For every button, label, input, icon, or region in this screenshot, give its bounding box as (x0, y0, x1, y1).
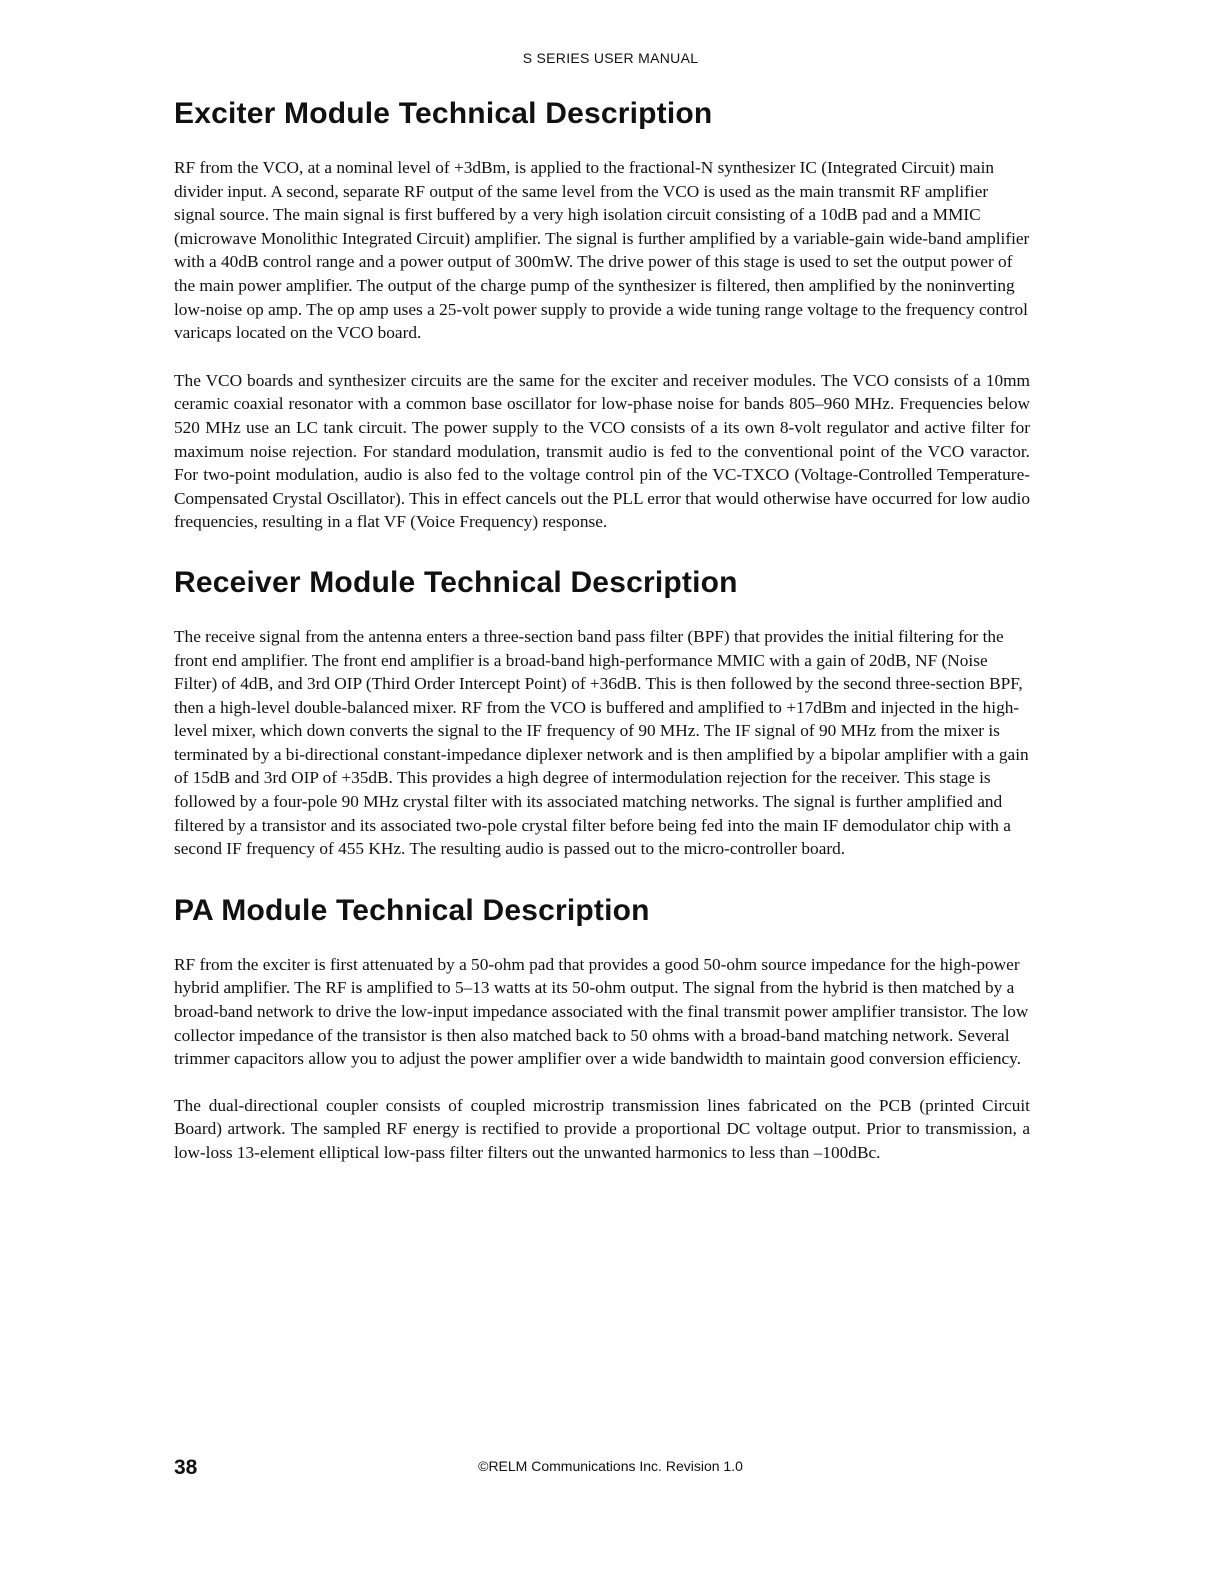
section-heading-receiver: Receiver Module Technical Description (174, 565, 738, 599)
page-content (174, 96, 1030, 1165)
running-header: S SERIES USER MANUAL (522, 50, 699, 66)
pa-paragraph-2: The dual-directional coupler consists of coupled microstrip transmission lines fabricated on the PCB (printed Circuit Board) artwork. The sampled RF energy is rectified to provide a proportional DC voltage output. Prior to transmission, a low-loss 13-element elliptical low-pass filter filters out the unwanted harmonics to less than –100dBc. (174, 1095, 1030, 1162)
exciter-paragraph-1: RF from the VCO, at a nominal level of +3dBm, is applied to the fractional-N synthesizer IC (Integrated Circuit) main divider input. A second, separate RF output of the same level from the VCO is used as the main transmit RF amplifier signal source. The main signal is first buffered by a very high isolation circuit consisting of a 10dB pad and a MMIC (microwave Monolithic Integrated Circuit) amplifier. The signal is further amplified by a variable-gain wide-band amplifier with a 40dB control range and a power output of 300mW. The drive power of this stage is used to set the output power of the main power amplifier. The output of the charge pump of the synthesizer is filtered, then amplified by the noninverting low-noise op amp. The op amp uses a 25-volt power supply to provide a wide tuning range voltage to the frequency control varicaps located on the VCO board. (174, 158, 1030, 343)
pa-paragraph-1: RF from the exciter is first attenuated by a 50-ohm pad that provides a good 50-ohm source impedance for the high-power hybrid amplifier. The RF is amplified to 5–13 watts at its 50-ohm output. The signal from the hybrid is then matched by a broad-band network to drive the low-input impedance associated with the final transmit power amplifier transistor. The low collector impedance of the transistor is then also matched back to 50 ohms with a broad-band matching network. Several trimmer capacitors allow you to adjust the power amplifier over a wide bandwidth to maintain good conversion efficiency. (174, 954, 1029, 1069)
page-number: 38 (174, 1456, 198, 1479)
section-heading-pa: PA Module Technical Description (174, 893, 650, 927)
exciter-paragraph-2: The VCO boards and synthesizer circuits are the same for the exciter and receiver modules. The VCO consists of a 10mm ceramic coaxial resonator with a common base oscillator for low-phase noise for bands 805–960 MHz. Frequencies below 520 MHz use an LC tank circuit. The power supply to the VCO consists of a its own 8-volt regulator and active filter for maximum noise rejection. For standard modulation, transmit audio is fed to the conventional point of the VCO varactor. For two-point modulation, audio is also fed to the voltage control pin of the VC-TXCO (Voltage-Controlled Temperature-Compensated Crystal Oscillator). This in effect cancels out the PLL error that would otherwise have occurred for low audio frequencies, resulting in a flat VF (Voice Frequency) response. (174, 370, 1030, 532)
section-heading-exciter: Exciter Module Technical Description (174, 97, 713, 130)
footer-copyright: ©RELM Communications Inc. Revision 1.0 (478, 1458, 743, 1474)
receiver-paragraph-1: The receive signal from the antenna enters a three-section band pass filter (BPF) that provides the initial filtering for the front end amplifier. The front end amplifier is a broad-band high-performance MMIC with a gain of 20dB, NF (Noise Filter) of 4dB, and 3rd OIP (Third Order Intercept Point) of +36dB. This is then followed by the second three-section BPF, then a high-level double-balanced mixer. RF from the VCO is buffered and amplified to +17dBm and injected in the high-level mixer, which down converts the signal to the IF frequency of 90 MHz. The IF signal of 90 MHz from the mixer is terminated by a bi-directional constant-impedance diplexer network and is then amplified by a bipolar amplifier with a gain of 15dB and 3rd OIP of +35dB. This provides a high degree of intermodulation rejection for the receiver. This stage is followed by a four-pole 90 MHz crystal filter with its associated matching networks. The signal is further amplified and filtered by a transistor and its associated two-pole crystal filter before being fed into the main IF demodulator chip with a second IF frequency of 455 KHz. The resulting audio is passed out to the micro-controller board. (174, 626, 1029, 859)
